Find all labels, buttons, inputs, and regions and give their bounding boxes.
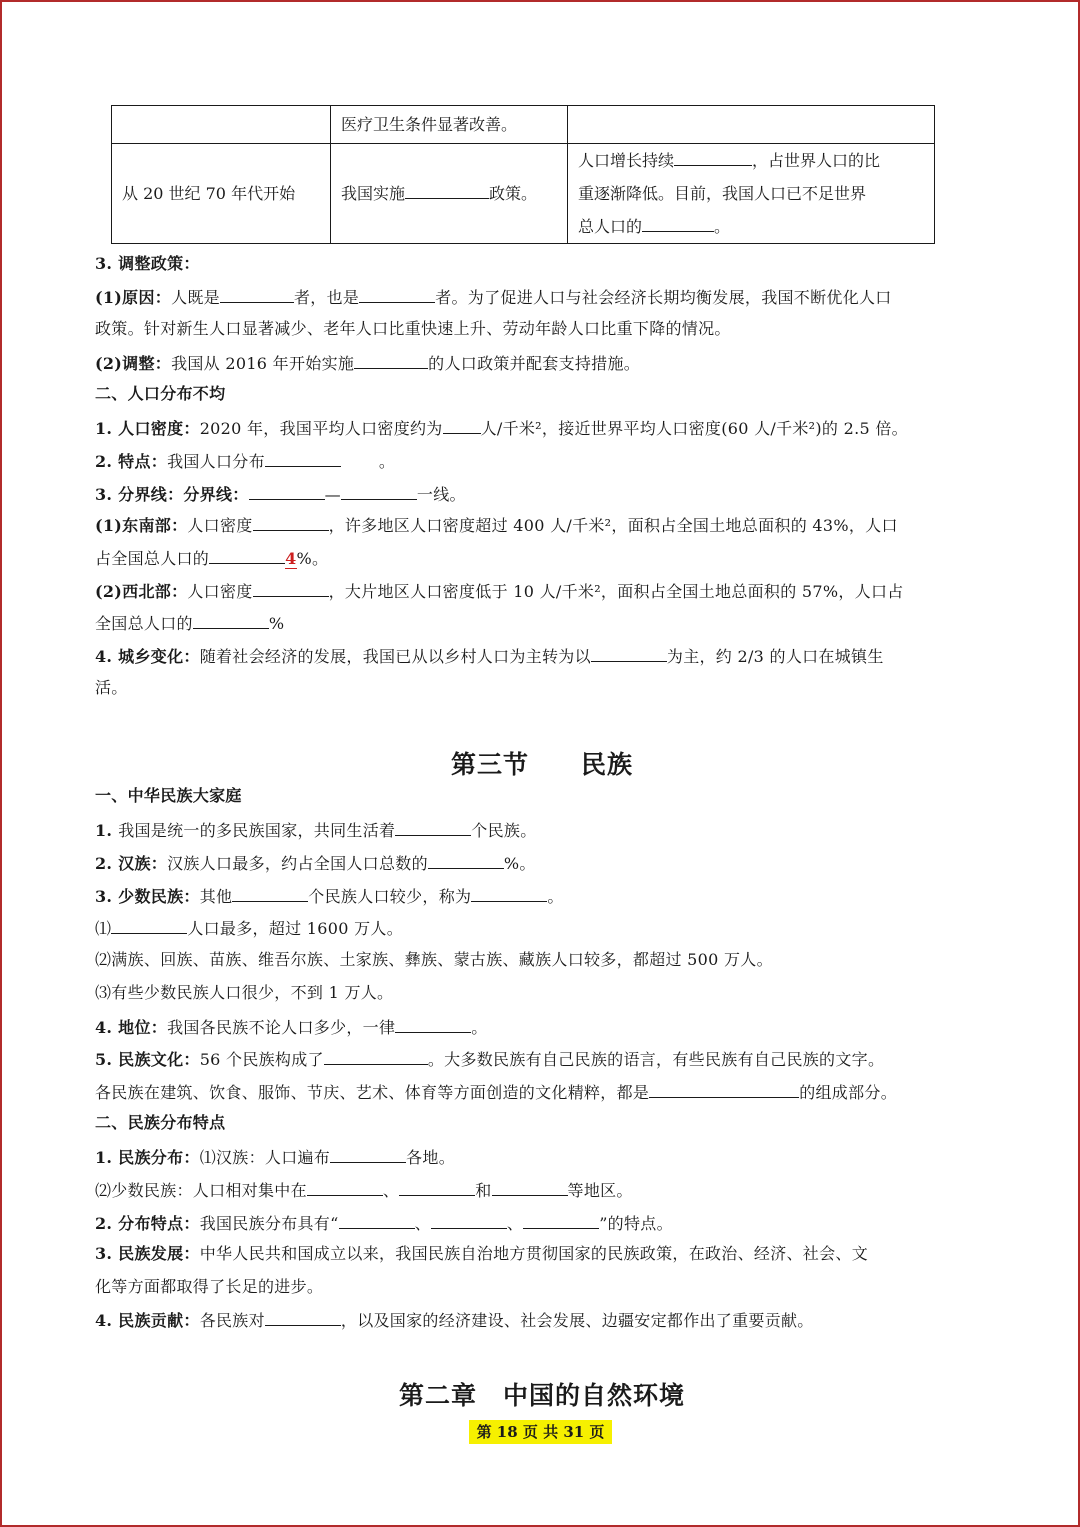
fill-blank [359,286,435,303]
fill-blank [405,182,489,199]
fill-blank [591,645,667,662]
fill-blank [428,852,504,869]
paragraph [95,819,537,841]
text: 等地区。 [567,1181,633,1200]
fill-blank [642,215,714,232]
handwritten-answer: 4 [285,549,297,568]
table-cell [568,144,935,244]
text: 。大多数民族有自己民族的语言，有些民族有自己民族的文字。 [427,1050,885,1069]
text: ⑵少数民族：人口相对集中在 [95,1181,307,1200]
label: (2)西北部： [95,582,188,601]
fill-blank [209,547,285,564]
text: 和 [475,1181,492,1200]
paragraph [95,514,898,536]
text: 2020 年，我国平均人口密度约为 [199,419,443,438]
label: (1)东南部： [95,516,188,535]
fill-blank [265,450,341,467]
fill-blank [220,286,294,303]
label: 1. [95,821,119,840]
text: 的组成部分。 [799,1083,898,1102]
text: 人口密度 [187,516,253,535]
label: 3. 民族发展： [95,1244,200,1263]
paragraph [95,1048,884,1070]
fill-blank [253,514,329,531]
label: 5. 民族文化： [95,1050,200,1069]
paragraph: ⑶有些少数民族人口很少，不到 1 万人。 [95,983,394,1002]
text: ，许多地区人口密度超过 400 人/千米²，面积占全国土地总面积的 43%，人口 [328,516,898,535]
label: 1. 民族分布： [95,1148,200,1167]
cell-line: 重逐渐降低。目前，我国人口已不足世界 [578,184,867,203]
label: 4. 地位： [95,1018,168,1037]
cell-line [578,144,924,177]
fill-blank [307,1179,383,1196]
paragraph [95,885,564,907]
paragraph-line [95,1081,897,1103]
text: 、 [414,1214,431,1233]
text: 人口密度 [187,582,253,601]
table-cell [568,106,935,144]
fill-blank [232,885,308,902]
fill-blank [111,917,187,934]
label: (1)原因： [95,288,172,307]
text: 人既是 [171,288,220,307]
text: ，占世界人口的比 [752,151,881,170]
text: %。 [296,549,329,568]
fill-blank [523,1212,599,1229]
label: 3. 分界线：分界线： [95,485,249,504]
text: 。 [378,452,396,471]
paragraph [95,450,395,472]
fill-blank [431,1212,507,1229]
table-row [112,144,935,244]
text: 的人口政策并配套支持措施。 [428,354,641,373]
text: 其他 [199,887,233,906]
section-heading: 一、中华民族大家庭 [95,786,242,805]
fill-blank [492,1179,568,1196]
paragraph [95,483,466,505]
text: 、 [506,1214,524,1233]
paragraph [95,1212,673,1234]
fill-blank [395,1016,471,1033]
text: 我国各民族不论人口多少，一律 [167,1018,396,1037]
fill-blank [354,352,428,369]
text: 。 [471,1018,488,1037]
label: 3. 少数民族： [95,887,200,906]
table-cell [112,106,331,144]
text: 我国从 2016 年开始实施 [171,354,355,373]
text: 人口最多，超过 1600 万人。 [187,919,404,938]
text: 为主，约 2/3 的人口在城镇生 [666,647,884,666]
paragraph [95,917,403,939]
text: 我国是统一的多民族国家，共同生活着 [118,821,396,840]
paragraph-line [95,612,284,634]
table-cell [331,144,568,244]
text: ，以及国家的经济建设、社会发展、边疆安定都作出了重要贡献。 [340,1311,814,1330]
paragraph [95,1244,868,1264]
text: % [268,614,285,633]
text: 人口增长持续 [578,151,675,170]
fill-blank [649,1081,799,1098]
text: ，大片地区人口密度低于 10 人/千米²，面积占全国土地总面积的 57%，人口占 [328,582,904,601]
text: 我国实施 [341,184,406,203]
fill-blank [193,612,269,629]
text: 我国人口分布 [167,452,265,471]
label: 1. 人口密度： [95,419,200,438]
text: 一线。 [416,485,466,504]
text: ⑴ [95,919,112,938]
section-title: 第三节 民族 [450,750,633,779]
text: 。 [547,887,564,906]
label: 4. 民族贡献： [95,1311,200,1330]
fill-blank [341,483,417,500]
text: 汉族人口最多，约占全国人口总数的 [167,854,428,873]
text: 56 个民族构成了 [199,1050,324,1069]
paragraph [95,580,904,602]
paragraph [95,286,892,308]
text: 随着社会经济的发展，我国已从以乡村人口为主转为以 [199,647,591,666]
paragraph [95,1146,455,1168]
fill-blank [395,819,471,836]
section-heading: 二、民族分布特点 [95,1113,226,1132]
paragraph-line [95,547,328,569]
label: (2)调整： [95,354,172,373]
fill-blank [443,417,481,434]
section-heading: 二、人口分布不均 [95,384,226,403]
paragraph [95,417,908,439]
paragraph [95,1179,633,1201]
text: %。 [503,854,536,873]
label: 2. 分布特点： [95,1214,200,1233]
text: 。 [714,217,731,236]
text: 各民族对 [199,1311,265,1330]
text: — [324,485,341,504]
text: 者，也是 [293,288,360,307]
paragraph [95,352,640,374]
policy-table [111,105,935,244]
paragraph-line: 政策。针对新生人口显著减少、老年人口比重快速上升、劳动年龄人口比重下降的情况。 [95,319,731,338]
text: ⑴汉族：人口遍布 [199,1148,331,1167]
table-cell: 从 20 世纪 70 年代开始 [112,144,331,244]
fill-blank [674,149,752,166]
table-row [112,106,935,144]
label: 4. 城乡变化： [95,647,200,666]
text: 中华人民共和国成立以来，我国民族自治地方贯彻国家的民族政策，在政治、经济、社会、文 [199,1244,868,1263]
page-number: 第 18 页 共 31 页 [469,1420,612,1444]
paragraph [95,1016,488,1038]
cell-line [578,210,924,243]
text: 各民族在建筑、饮食、服饰、节庆、艺术、体育等方面创造的文化精粹，都是 [95,1083,650,1102]
text: 各地。 [406,1148,455,1167]
text: 总人口的 [578,217,643,236]
text: 人/千米²，接近世界平均人口密度(60 人/千米²)的 2.5 倍。 [480,419,908,438]
text: 者。为了促进人口与社会经济长期均衡发展，我国不断优化人口 [435,288,892,307]
paragraph [95,645,884,667]
fill-blank [253,580,329,597]
section-heading: 3. 调整政策： [95,254,200,273]
paragraph-line: 活。 [95,678,128,697]
fill-blank [399,1179,475,1196]
paragraph-line: 化等方面都取得了长足的进步。 [95,1277,324,1296]
fill-blank [265,1309,341,1326]
text: 个民族人口较少，称为 [308,887,472,906]
fill-blank [330,1146,406,1163]
text: 个民族。 [471,821,537,840]
label: 2. 汉族： [95,854,168,873]
text: 我国民族分布具有“ [199,1214,339,1233]
chapter-title: 第二章 中国的自然环境 [398,1381,685,1410]
paragraph: ⑵满族、回族、苗族、维吾尔族、土家族、彝族、蒙古族、藏族人口较多，都超过 500 万人。 [95,950,773,969]
fill-blank [249,483,325,500]
fill-blank [339,1212,415,1229]
text: 、 [382,1181,400,1200]
table-cell: 医疗卫生条件显著改善。 [331,106,568,144]
paragraph [95,1309,814,1331]
fill-blank [471,885,547,902]
label: 2. 特点： [95,452,168,471]
paragraph [95,852,536,874]
fill-blank [324,1048,428,1065]
text: ”的特点。 [599,1214,673,1233]
text: 占全国总人口的 [95,549,210,568]
text: 全国总人口的 [95,614,193,633]
text: 政策。 [489,184,538,203]
